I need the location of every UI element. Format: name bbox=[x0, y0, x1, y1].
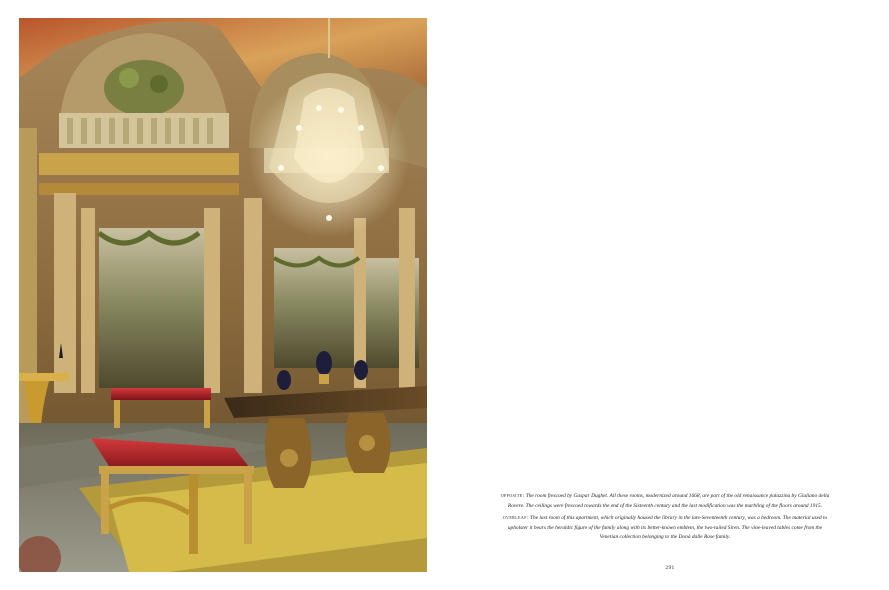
caption-overleaf bbox=[500, 514, 830, 543]
caption-overleaf-label: overleaf: bbox=[502, 516, 529, 522]
photo-captions bbox=[500, 492, 830, 546]
frescoed-room-photograph bbox=[19, 18, 427, 572]
caption-opposite bbox=[500, 492, 830, 511]
caption-opposite-text: The room frescoed by Gaspar Dughet. All these rooms, modernized around 1668, are part of the old renaissance palazzina by Giuliano della Rovere. The ceilings were frescoed towards the end of the Sixteenth century and the last modification was the marbling of the floors around 1915. bbox=[507, 493, 830, 509]
page-number: 291 bbox=[665, 565, 675, 571]
caption-overleaf-text: The last room of this apartment, which originally housed the library in the late-Seventeenth century, was a bedroom. The material used to upholster it bears the heraldic figure of the family along with its better-known emblem, the two-tailed Siren. The vine-leaved tables come from the Venetian collection belonging to the Donà dalle Rose family. bbox=[507, 515, 828, 541]
caption-opposite-label: opposite: bbox=[500, 494, 525, 499]
room-illustration bbox=[19, 18, 427, 572]
